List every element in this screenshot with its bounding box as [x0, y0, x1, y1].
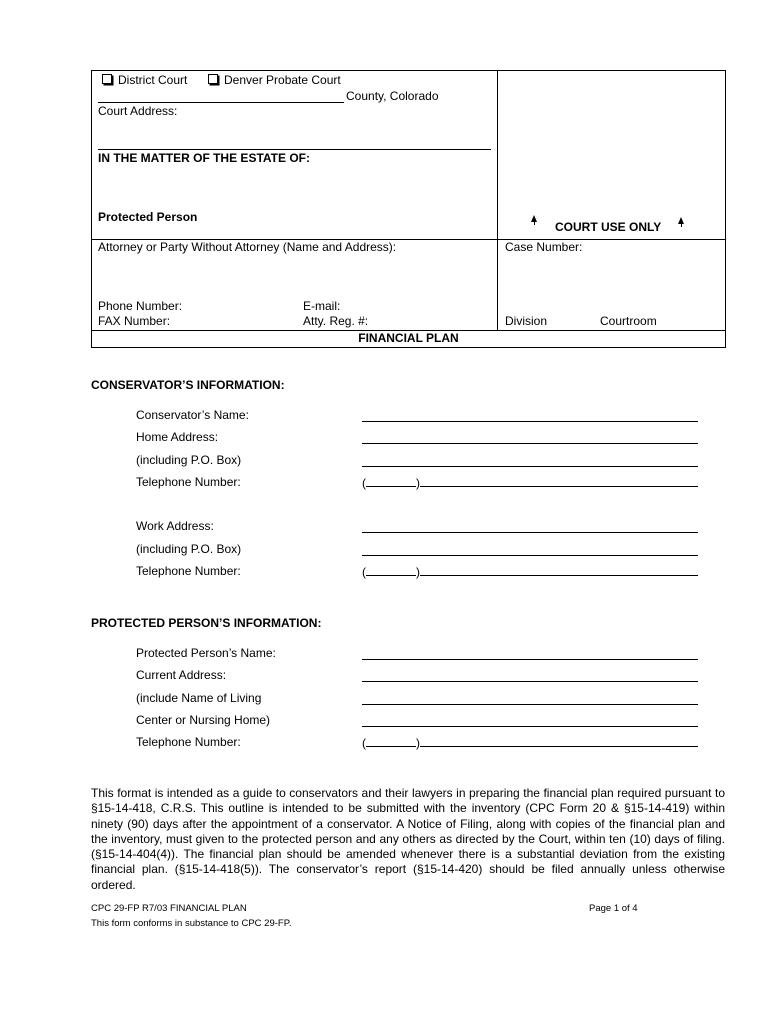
living-center-label: (include Name of Living [136, 691, 262, 705]
paren-close: ) [416, 736, 420, 750]
home-address-field[interactable] [362, 443, 698, 444]
footer-conform-note: This form conforms in substance to CPC 29-FP. [91, 918, 292, 929]
atty-reg-label: Atty. Reg. #: [303, 314, 369, 328]
paren-close: ) [416, 476, 420, 490]
county-label: County, Colorado [346, 89, 439, 103]
form-title: FINANCIAL PLAN [358, 331, 459, 345]
home-address-po-box-label: (including P.O. Box) [136, 453, 242, 467]
paren-open: ( [362, 476, 366, 490]
caption-divider [497, 70, 498, 330]
current-address-line-3[interactable] [362, 726, 698, 727]
arrow-up-icon [531, 215, 537, 222]
work-address-label: Work Address: [136, 519, 214, 533]
paren-open: ( [362, 565, 366, 579]
footer-page-number: Page 1 of 4 [589, 903, 638, 914]
current-address-field[interactable] [362, 681, 698, 682]
phone-number-blank[interactable] [420, 735, 698, 747]
phone-number-blank[interactable] [420, 564, 698, 576]
work-address-field[interactable] [362, 532, 698, 533]
arrow-up-icon [678, 217, 684, 224]
footer-form-id: CPC 29-FP R7/03 FINANCIAL PLAN [91, 903, 247, 914]
current-address-line-2[interactable] [362, 704, 698, 705]
denver-probate-court-checkbox[interactable] [208, 74, 218, 84]
nursing-home-label: Center or Nursing Home) [136, 713, 271, 727]
work-address-line-2[interactable] [362, 555, 698, 556]
home-address-label: Home Address: [136, 430, 219, 444]
protected-telephone-label: Telephone Number: [136, 735, 241, 749]
district-court-label: District Court [118, 73, 188, 87]
phone-number-blank[interactable] [420, 475, 698, 487]
email-label: E-mail: [303, 299, 341, 313]
work-telephone-field[interactable] [362, 564, 698, 579]
protected-person-label: Protected Person [98, 210, 198, 224]
conservator-name-label: Conservator’s Name: [136, 408, 249, 422]
attorney-label: Attorney or Party Without Attorney (Name and Address): [98, 240, 397, 254]
case-number-label: Case Number: [505, 240, 583, 254]
division-label: Division [505, 314, 548, 328]
area-code-blank[interactable] [366, 564, 416, 576]
instructions-paragraph: This format is intended as a guide to conservators and their lawyers in preparing the financial plan required pursuant to §15-14-418, C.R.S. This outline is intended to be submitted with the inventory (CPC Form 20 & §15-14-419) within ninety (90) days after the appointment of a conservator. A Notice of Filing, along with copies of the financial plan and the inventory, must given to the protected person and any others as directed by the Court, within ten (10) days of filing. (§15-14-404(4)). The financial plan should be amended whenever there is a substantial deviation from the existing financial plan. (§15-14-418(5)). The conservator’s report (§15-14-420) should be filed annually unless otherwise ordered. [91, 786, 725, 892]
conservator-name-field[interactable] [362, 421, 698, 422]
estate-heading: IN THE MATTER OF THE ESTATE OF: [98, 151, 310, 165]
denver-probate-court-label: Denver Probate Court [224, 73, 341, 87]
phone-number-label: Phone Number: [98, 299, 183, 313]
protected-person-heading: PROTECTED PERSON’S INFORMATION: [91, 616, 322, 630]
fax-number-label: FAX Number: [98, 314, 171, 328]
home-address-line-2[interactable] [362, 466, 698, 467]
paren-close: ) [416, 565, 420, 579]
courtroom-label: Courtroom [600, 314, 657, 328]
work-address-po-box-label: (including P.O. Box) [136, 542, 242, 556]
court-use-only-label: COURT USE ONLY [555, 220, 662, 234]
home-telephone-label: Telephone Number: [136, 475, 241, 489]
current-address-label: Current Address: [136, 668, 227, 682]
area-code-blank[interactable] [366, 735, 416, 747]
conservator-heading: CONSERVATOR’S INFORMATION: [91, 378, 285, 392]
court-address-label: Court Address: [98, 104, 178, 118]
home-telephone-field[interactable] [362, 475, 698, 490]
caption-box [91, 70, 726, 348]
protected-telephone-field[interactable] [362, 735, 698, 750]
area-code-blank[interactable] [366, 475, 416, 487]
paren-open: ( [362, 736, 366, 750]
protected-person-name-label: Protected Person’s Name: [136, 646, 276, 660]
protected-person-name-field[interactable] [362, 659, 698, 660]
court-address-line[interactable] [98, 149, 491, 150]
county-line[interactable] [98, 102, 344, 103]
work-telephone-label: Telephone Number: [136, 564, 241, 578]
district-court-checkbox[interactable] [102, 74, 112, 84]
